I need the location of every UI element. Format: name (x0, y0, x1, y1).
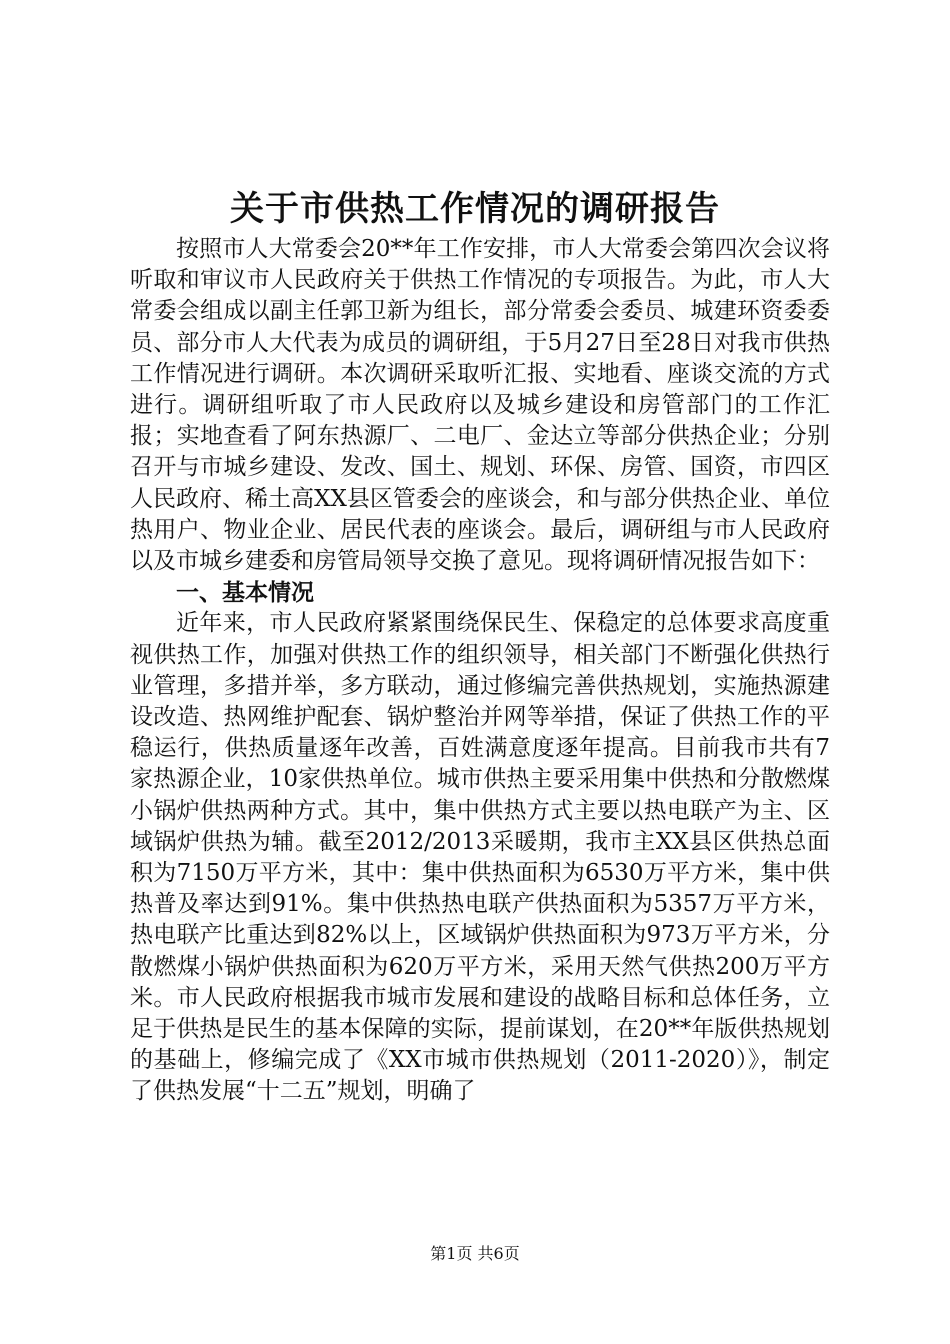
document-title: 关于市供热工作情况的调研报告 (230, 189, 720, 229)
section-heading: 一、基本情况 (176, 579, 314, 607)
basic-situation-paragraph: 近年来，市人民政府紧紧围绕保民生、保稳定的总体要求高度重视供热工作，加强对供热工作的组织领导，相关部门不断强化供热行业管理，多措并举，多方联动，通过修编完善供热规划，实施热源建设改造、热网维护配套、锅炉整治并网等举措，保证了供热工作的平稳运行，供热质量逐年改善，百姓满意度逐年提高。目前我市共有7家热源企业，10家供热单位。城市供热主要采用集中供热和分散燃煤小锅炉供热两种方式。其中，集中供热方式主要以热电联产为主、区域锅炉供热为辅。截至2012/2013采暖期，我市主XX县区供热总面积为7150万平方米，其中：集中供热面积为6530万平方米，集中供热普及率达到91%。集中供热热电联产供热面积为5357万平方米，热电联产比重达到82%以上，区域锅炉供热面积为973万平方米，分散燃煤小锅炉供热面积为620万平方米，采用天然气供热200万平方米。市人民政府根据我市城市发展和建设的战略目标和总体任务，立足于供热是民生的基本保障的实际，提前谋划，在20**年版供热规划的基础上，修编完成了《XX市城市供热规划（2011-2020）》，制定了供热发展“十二五”规划，明确了 (130, 610, 830, 1105)
document-body (130, 234, 830, 1108)
page-number-footer: 第1页 共6页 (430, 1244, 520, 1263)
intro-paragraph: 按照市人大常委会20**年工作安排，市人大常委会第四次会议将听取和审议市人民政府关于供热工作情况的专项报告。为此，市人大常委会组成以副主任郭卫新为组长，部分常委会委员、城建环资委委员、部分市人大代表为成员的调研组，于5月27日至28日对我市供热工作情况进行调研。本次调研采取听汇报、实地看、座谈交流的方式进行。调研组听取了市人民政府以及城乡建设和房管部门的工作汇报；实地查看了阿东热源厂、二电厂、金达立等部分供热企业；分别召开与市城乡建设、发改、国土、规划、环保、房管、国资，市四区人民政府、稀土高XX县区管委会的座谈会，和与部分供热企业、单位热用户、物业企业、居民代表的座谈会。最后，调研组与市人民政府以及市城乡建委和房管局领导交换了意见。现将调研情况报告如下： (130, 236, 830, 575)
